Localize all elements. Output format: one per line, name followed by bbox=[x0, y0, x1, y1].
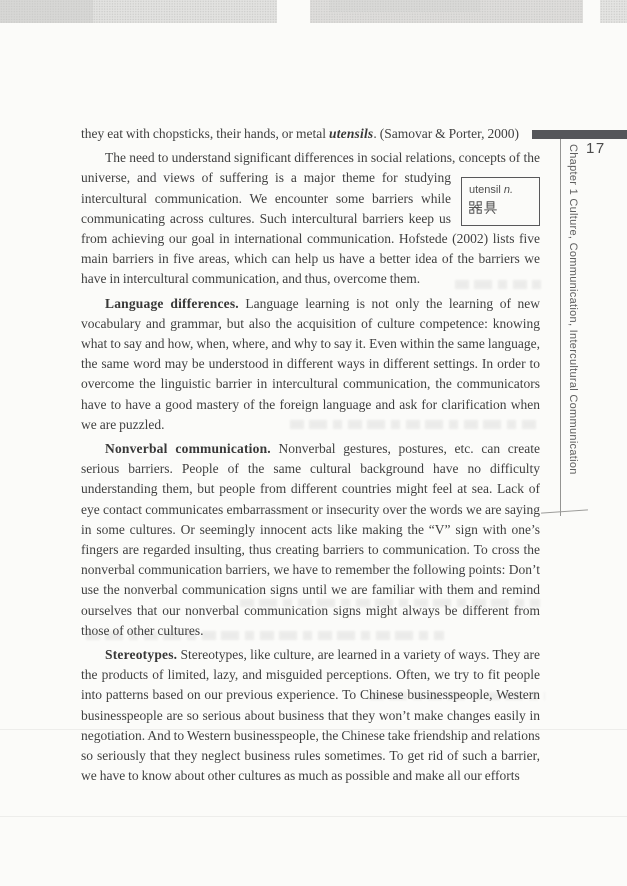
paragraph-text: Stereotypes, like culture, are learned in a variety of ways. They are the products of limited, lazy, and misguided perceptions. Often, we try to fit people into patterns based on our previous experience. To Chinese businesspeople, Western businesspeople are so serious about business that they won’t make changes easily in negotiation. And to Western businesspeople, the Chinese take friendship and relations so seriously that they neglect business rules sometimes. To get rid of such a barrier, we have to know about other cultures as much as possible and make all our efforts bbox=[81, 647, 540, 784]
scan-artifact-patch bbox=[93, 0, 277, 23]
paragraph-stereotypes bbox=[81, 645, 540, 786]
chapter-tab-bar bbox=[532, 130, 627, 139]
vocab-term-line bbox=[469, 183, 535, 197]
run-in-heading: Nonverbal communication. bbox=[105, 441, 271, 457]
chinese-char-qi-icon bbox=[469, 201, 482, 214]
paragraph-text: The need to understand significant differences in social relations, concepts of bbox=[105, 150, 521, 166]
paragraph-text: . (Samovar & Porter, 2000) bbox=[373, 126, 519, 141]
sidebar-rule bbox=[560, 139, 561, 516]
emphasized-term: utensils bbox=[329, 126, 374, 141]
paragraph-text: Nonverbal gestures, postures, etc. can create serious barriers. People of the same cultural background have no difficulty understanding them, but people from different countries might feel at sea. Lack of eye contact communicates embarrassment or insecurity over the words we are saying in some cultures. Or seemingly innocent acts like making the “V” sign with one’s fingers are regarded insulting, thus creating barriers to communication. To cross the nonverbal communication barriers, we have to remember the following points: Don’t use the nonverbal communication signs until we are familiar with them and remind ourselves that our nonverbal communication signs might always be different from those of other cultures. bbox=[81, 441, 540, 638]
paragraph-nonverbal-communication bbox=[81, 439, 540, 641]
paragraph-text: Language learning is not only the learning of new vocabulary and grammar, but also the acquisition of culture competence: knowing what to say and how, when, where, and why to say it. Even within the same language, the same word may be understood in different ways in different settings. In order to overcome the linguistic barrier in intercultural communication, the communicators have to have a good mastery of the foreign language and ask for clarification when we are puzzled. bbox=[81, 295, 540, 432]
scan-artifact-patch bbox=[600, 0, 627, 23]
body-text bbox=[81, 124, 540, 787]
scan-artifact-band bbox=[0, 0, 627, 23]
run-in-heading: Language differences. bbox=[105, 295, 239, 311]
page-number: 17 bbox=[586, 140, 606, 157]
paragraph-text: they eat with chopsticks, their hands, or metal bbox=[81, 126, 329, 141]
scan-streak bbox=[0, 816, 627, 817]
run-in-heading: Stereotypes. bbox=[105, 647, 178, 663]
paragraph-barriers-intro bbox=[81, 148, 540, 289]
paragraph-text: the universe, and views of suffering is a major theme for studying intercultural communication. We encounter some barriers while communicating across cultures. Such intercultural barriers keep us from achieving our goal in international communication. Hofstede (2002) lists five main barriers in five areas, which can help us have a better idea of the barriers we have in intercultural communication, and thus, overcome them. bbox=[81, 150, 541, 287]
vocab-box bbox=[461, 177, 540, 226]
chinese-char-ju-icon bbox=[484, 201, 497, 214]
scan-artifact-patch bbox=[0, 0, 93, 23]
vocab-translation bbox=[469, 200, 535, 214]
sidebar-rule-end bbox=[541, 509, 588, 513]
vocab-term: utensil bbox=[469, 184, 501, 197]
chapter-side-title: Chapter 1 Culture, Communication, Intercultural Communication bbox=[567, 144, 579, 475]
paragraph-language-differences bbox=[81, 294, 540, 435]
paragraph-utensils-continuation bbox=[81, 124, 540, 144]
scan-artifact-patch bbox=[330, 0, 480, 12]
vocab-pos: n. bbox=[503, 184, 514, 197]
